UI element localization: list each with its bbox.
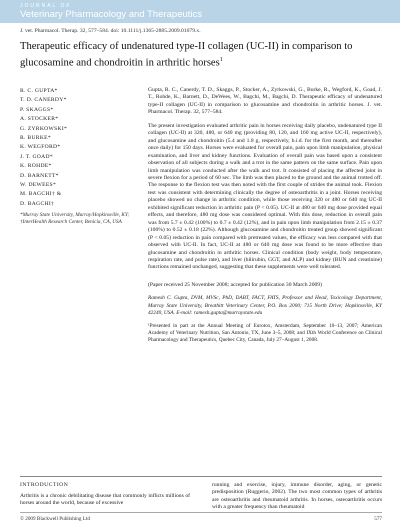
correspondence [148,295,382,317]
journal-label: JOURNAL OF [20,3,72,9]
author: W. DEWEES* [20,182,57,189]
article-title [20,41,382,70]
author: R. BURKE* [20,135,51,142]
copyright: © 2009 Blackwell Publishing Ltd [20,516,90,522]
author: M. BAGCHI† & [20,191,62,198]
correspondence-text: Ramesh C. Gupta, DVM, MVSc, PhD, DABT, FACT, FATS, Professor and Head, Toxicology Department, Murray State University, Breathitt Veterinary Center, P.O. Box 2000; 715 North Drive; Hopkinsville, KY 42240, USA. E-mail: ramesh.gupta@murraystate.edu [148,295,382,316]
author: A. STOCKER* [20,116,59,123]
abstract-body: The present investigation evaluated arthritic pain in horses receiving daily placebo, undenatured type II collagen (UC-II) at 320, 480, or 640 mg (providing 80, 120, and 160 mg active UC-II, respectively), and glucosamine and chondroitin (5.4 and 1.8 g, respectively, b.i.d. for the first month, and thereafter once daily) for 150 days. Horses were evaluated for overall pain, pain upon limb manipulation, physical examination, and liver and kidney functions. Evaluation of overall pain was based upon a consistent observation of all subjects during a walk and a trot in the same pattern on the same surface. Pain upon limb manipulation was conducted after the walk and trot. It consisted of placing the affected joint in severe flexion for a period of 60 sec. The limb was then placed to the ground and the animal trotted off. The response to the flexion test was then noted with the first couple of strides the animal took. Flexion test was consistent with determining clinically the degree of osteoarthritis in a joint. Horses receiving placebo showed no change in arthritic condition, while those receiving 320 or 480 or 640 mg UC-II exhibited significant reduction in arthritic pain (P < 0.05). UC-II at 480 or 640 mg dose provided equal effects, and therefore, 480 mg dose was considered optimal. With this dose, reduction in overall pain was from 5.7 ± 0.42 (100%) to 0.7 ± 0.42 (12%), and in pain upon limb manipulation from 2.15 ± 0.37 (100%) to 0.52 ± 0.18 (22%). Although glucosamine and chondroitin treated group showed significant (P < 0.05) reduction in pain compared with pretreated values, the efficacy was less compared with that observed with UC-II. In fact, UC-II at 480 or 640 mg dose was found to be more effective than glucosamine and chondroitin in arthritic horses. Clinical condition (body weight, body temperature, respiration rate, and pulse rate), and liver (bilirubin, GGT, and ALP) and kidney (BUN and creatinine) functions remained unchanged, suggesting that these supplements were well tolerated. [148,122,382,271]
title-text: Therapeutic efficacy of undenatured type-II collagen (UC-II) in comparison to glucosamine and chondroitin in arthritic horses [20,41,353,69]
author-list [20,87,138,226]
page-number: 577 [374,516,382,522]
author: D. BAGCHI† [20,200,55,207]
received-dates: (Paper received 25 November 2008; accepted for publication 30 March 2009) [148,281,322,288]
title-footnote-marker: 1 [219,56,223,63]
section-divider [20,476,382,477]
journal-banner [0,0,400,23]
author: T. D. CANERDY* [20,97,67,104]
affiliation: *Murray State University, Murray/Hopkinsville, KY; †InterHealth Research Center, Benicia, CA, USA [20,212,130,226]
presentation-footnote: ¹Presented in part at the Annual Meeting of Eurotox, Amsterdam, September 10–13, 2007; American Academy of Veterinary Nutrition, San Antonio, TX, June 3–5, 2008; and IXth World Conference on Clinical Pharmacology and Therapeutics, Quebec City, Canada, July 27–August 1, 2008. [148,322,382,344]
abstract-column [148,87,382,345]
citation-line: J. vet. Pharmacol. Therap. 32, 577–584. doi: 10.1111/j.1365-2885.2009.01079.x. [20,28,201,34]
journal-name: Veterinary Pharmacology and Therapeutics [20,9,203,20]
introduction-heading: INTRODUCTION [20,482,69,488]
author: R. C. GUPTA* [20,88,58,94]
author: K. ROHDE* [20,163,52,170]
footer-divider [20,512,382,513]
abstract-citation: Gupta, R. C., Canerdy, T. D., Skaggs, P., Stocker, A., Zyrkowski, G., Burke, R., Wegford, K., Goad, J. T., Rohde, K., Barnett, D., DeWees, W., Bagchi, M., Bagchi, D. Therapeutic efficacy of undenatured type-II collagen (UC-II) in comparison to glucosamine and chondroitin in arthritic horses. J. vet. Pharmacol. Therap. 32, 577–584. [148,87,382,116]
introduction-right-text: running and exercise, injury, immune disorder, aging, or genetic predisposition (Ruggerio, 2002). The two most common types of arthritis are osteoarthritis and rheumatoid arthritis. In horses, osteoarthritis occurs with a greater frequency than rheumatoid [212,482,382,511]
author: D. BARNETT* [20,172,59,179]
author: K. WEGFORD* [20,144,61,151]
author: G. ZYRKOWSKI* [20,125,68,132]
author: P. SKAGGS* [20,106,54,113]
author: J. T. GOAD* [20,153,53,160]
introduction-left-text: Arthritis is a chronic debilitating disease that commonly inflicts millions of horses around the world, because of excessive [20,493,190,507]
